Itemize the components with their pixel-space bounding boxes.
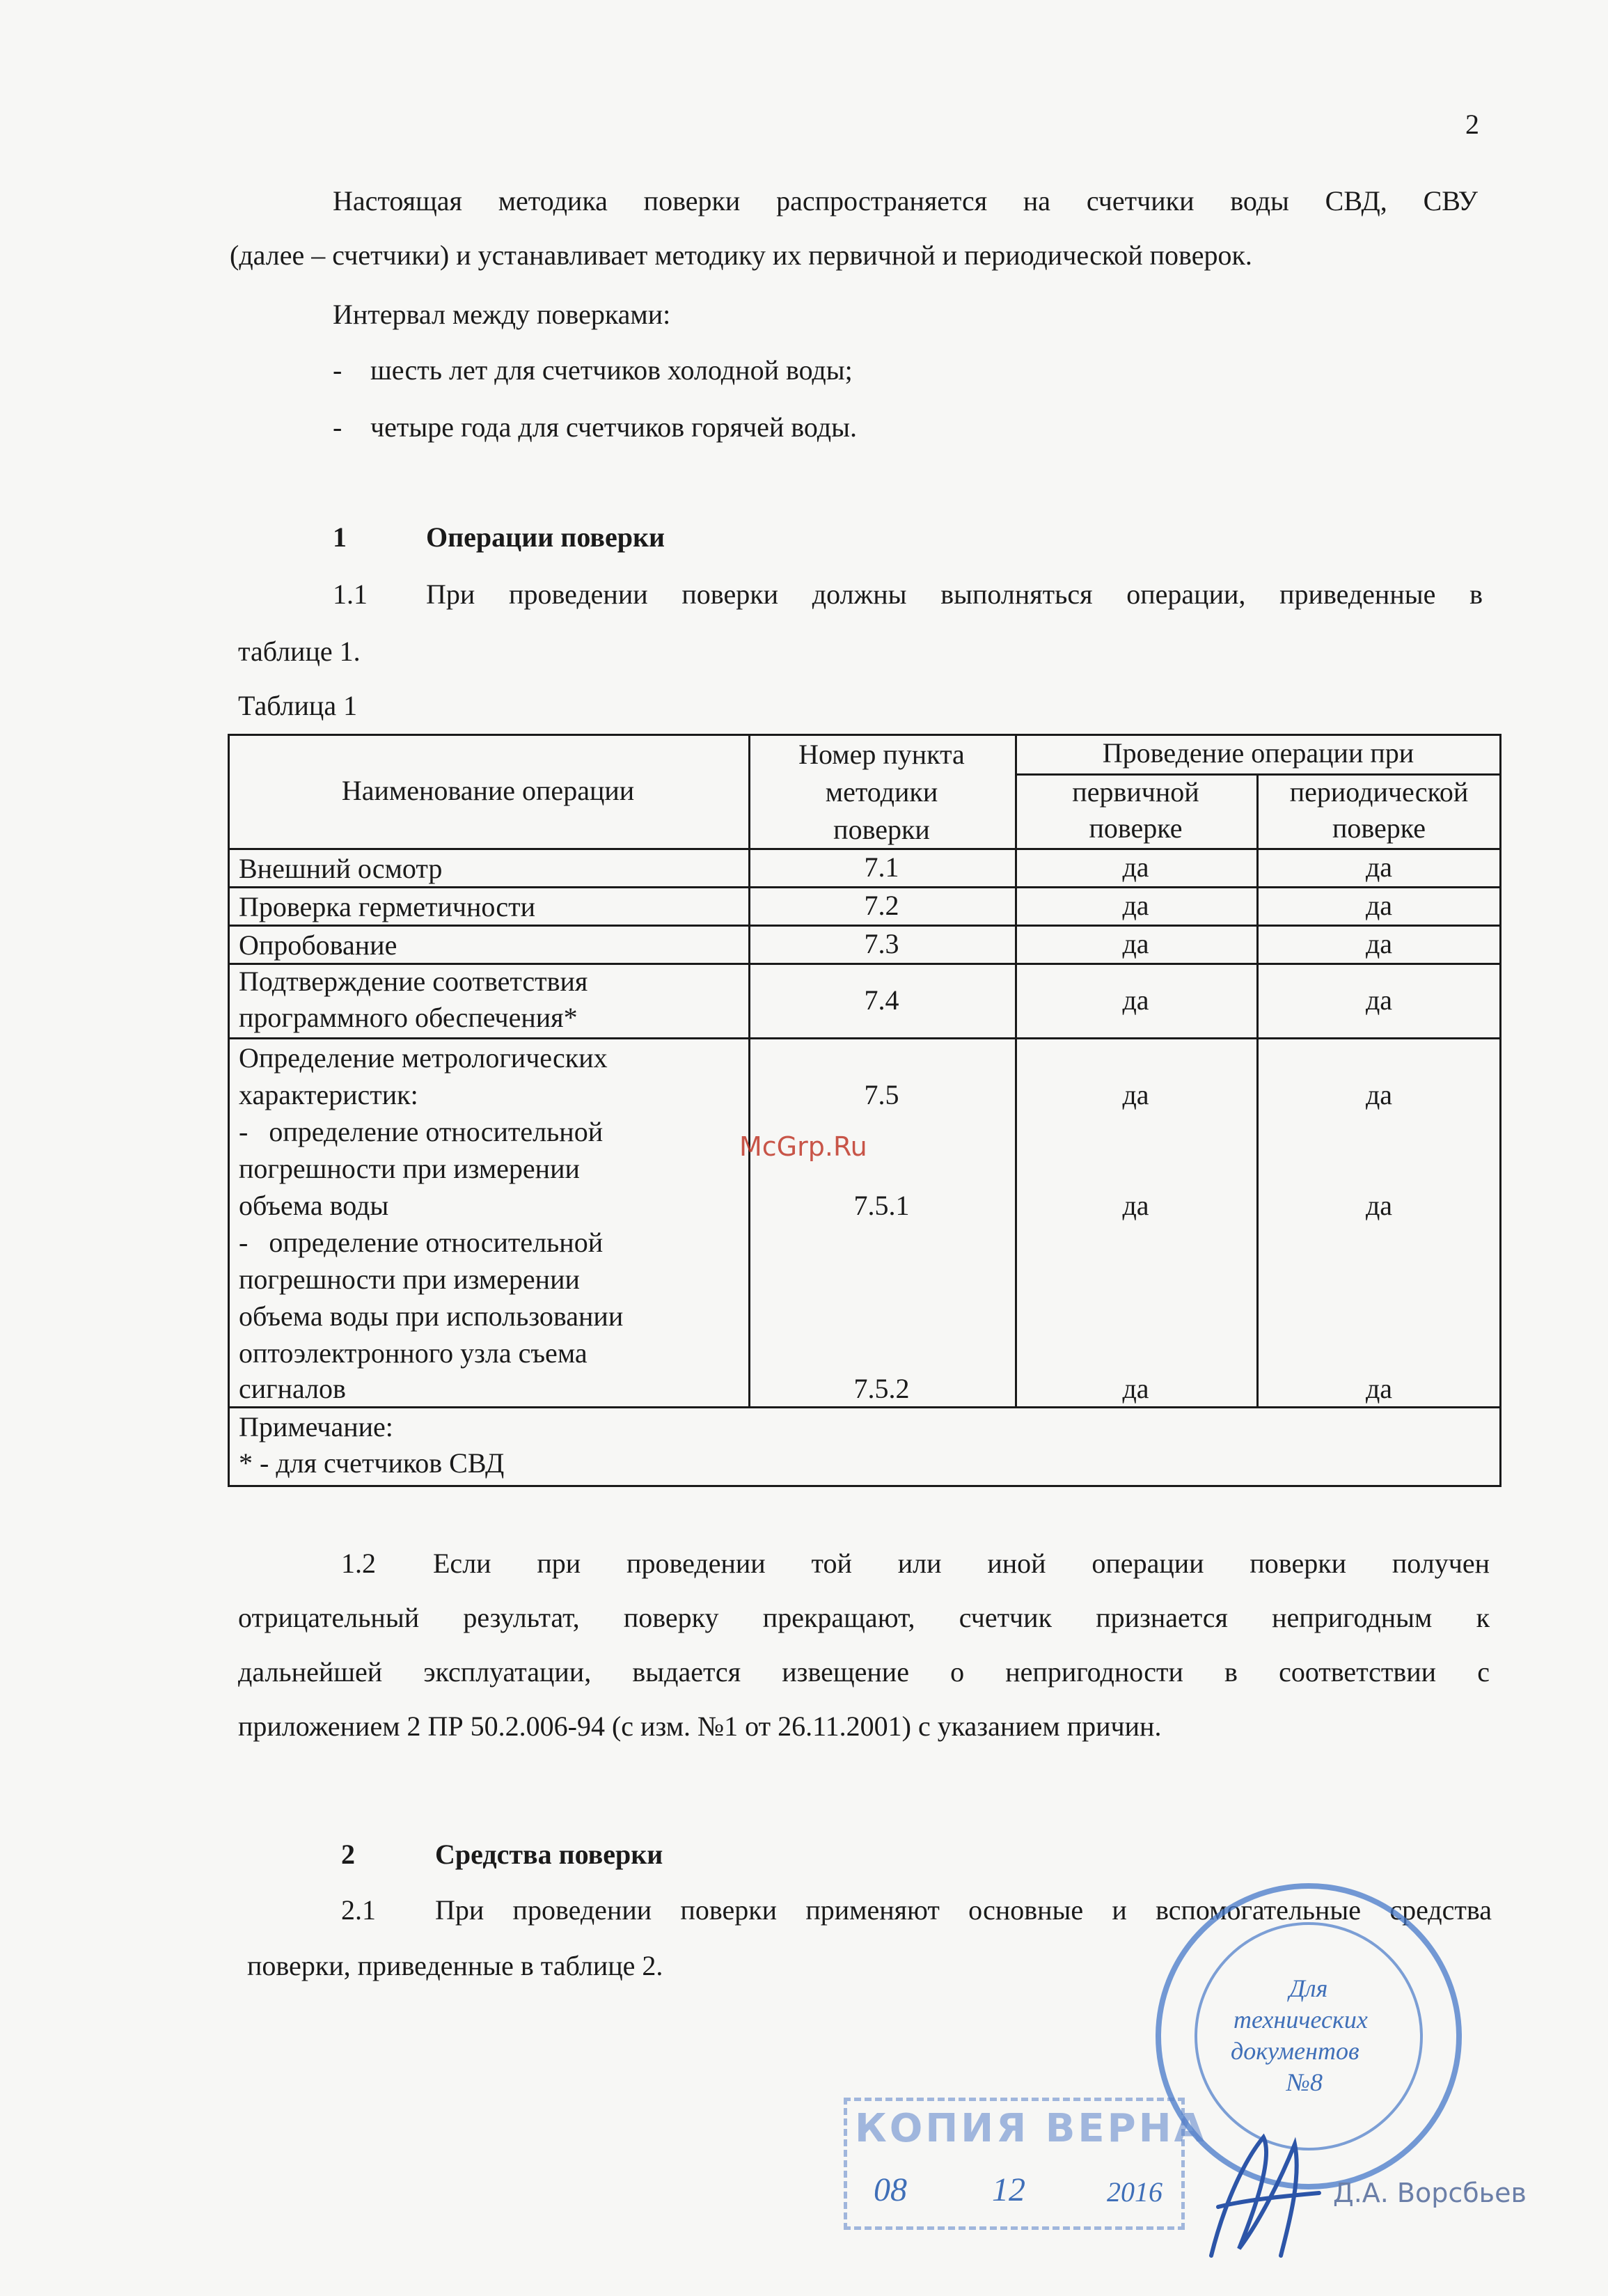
header-primary-l1: первичной xyxy=(1072,776,1199,808)
metro-clause-7-5-1: 7.5.1 xyxy=(853,1190,910,1221)
row-periodic: да xyxy=(1365,890,1393,921)
clause-1-1-line1: При проведении поверки должны выполняться операции, приведенные в xyxy=(426,579,1483,610)
clause-1-2-line1: Если при проведении той или иной операции поверки получен xyxy=(433,1548,1490,1579)
row-external-inspection: Внешний осмотр xyxy=(239,853,443,884)
clause-1-1-number: 1.1 xyxy=(333,579,368,610)
metro-line: объема воды xyxy=(239,1190,389,1221)
metro-line: сигналов xyxy=(239,1373,346,1404)
section1-title: Операции поверки xyxy=(426,521,665,553)
bullet-mark: - xyxy=(333,354,342,386)
stamp-year: 2016 xyxy=(1107,2176,1162,2208)
metro-line: Определение метрологических xyxy=(239,1042,608,1074)
metro-line: оптоэлектронного узла съема xyxy=(239,1337,588,1369)
metro-clause-7-5: 7.5 xyxy=(864,1079,899,1110)
clause-2-1-line2: поверки, приведенные в таблице 2. xyxy=(247,1950,663,1981)
stamp-text-line: №8 xyxy=(1286,2068,1323,2096)
header-clause-l3: поверки xyxy=(833,814,930,845)
section1-number: 1 xyxy=(333,521,347,553)
clause-1-2-number: 1.2 xyxy=(341,1548,376,1579)
row-primary: да xyxy=(1122,890,1149,921)
metro-primary: да xyxy=(1122,1079,1149,1110)
metro-line: погрешности при измерении xyxy=(239,1153,580,1184)
clause-2-1-line1: При проведении поверки применяют основные и вспомогательные средства xyxy=(435,1894,1492,1926)
row-clause: 7.4 xyxy=(864,984,899,1016)
signer-name: Д.А. Ворсбьев xyxy=(1333,2178,1527,2208)
operations-table xyxy=(228,734,1501,1487)
row-primary: да xyxy=(1122,984,1149,1016)
header-periodic-l1: периодической xyxy=(1289,776,1469,808)
header-primary-l2: поверке xyxy=(1089,812,1183,844)
row-primary: да xyxy=(1122,928,1149,959)
table1-caption: Таблица 1 xyxy=(238,690,358,721)
intro-paragraph-line2: (далее – счетчики) и устанавливает методику их первичной и периодической поверок. xyxy=(230,239,1252,271)
stamp-text-line: Для xyxy=(1289,1974,1328,2002)
copy-verified-text: КОПИЯ ВЕРНА xyxy=(855,2106,1207,2151)
bullet-hot-water: четыре года для счетчиков горячей воды. xyxy=(370,411,857,443)
table-note-title: Примечание: xyxy=(239,1411,393,1442)
metro-primary: да xyxy=(1122,1190,1149,1221)
bullet-mark: - xyxy=(333,411,342,443)
metro-primary: да xyxy=(1122,1373,1149,1404)
section2-number: 2 xyxy=(341,1839,355,1870)
row-primary: да xyxy=(1122,851,1149,883)
row-periodic: да xyxy=(1365,928,1393,959)
stamp-text-line: документов xyxy=(1231,2037,1359,2065)
row-clause: 7.2 xyxy=(864,890,899,921)
row-leak-test: Проверка герметичности xyxy=(239,891,536,922)
clause-1-2-line2: отрицательный результат, поверку прекращают, счетчик признается непригодным к xyxy=(238,1602,1490,1633)
row-clause: 7.1 xyxy=(864,851,899,883)
bullet-cold-water: шесть лет для счетчиков холодной воды; xyxy=(370,354,853,386)
row-software-confirmation-l1: Подтверждение соответствия xyxy=(239,966,588,997)
metro-periodic: да xyxy=(1365,1079,1393,1110)
row-periodic: да xyxy=(1365,984,1393,1016)
metro-line: погрешности при измерении xyxy=(239,1264,580,1295)
metro-line: - определение относительной xyxy=(239,1227,604,1258)
page-number: 2 xyxy=(1465,109,1479,140)
clause-1-2-line3: дальнейшей эксплуатации, выдается извещение о непригодности в соответствии с xyxy=(238,1656,1490,1688)
row-clause: 7.3 xyxy=(864,928,899,959)
header-conduct: Проведение операции при xyxy=(1102,737,1414,769)
signature xyxy=(1197,2116,1330,2270)
metro-periodic: да xyxy=(1365,1190,1393,1221)
row-software-confirmation-l2: программного обеспечения* xyxy=(239,1002,578,1033)
interval-title: Интервал между поверками: xyxy=(333,299,671,330)
header-clause-l2: методики xyxy=(825,776,938,808)
row-periodic: да xyxy=(1365,851,1393,883)
header-clause-l1: Номер пункта xyxy=(798,739,965,770)
table-note-text: * - для счетчиков СВД xyxy=(239,1447,505,1479)
site-watermark: McGrp.Ru xyxy=(739,1131,867,1162)
metro-line: характеристик: xyxy=(239,1079,418,1110)
intro-paragraph-line1: Настоящая методика поверки распространяется на счетчики воды СВД, СВУ xyxy=(333,185,1478,217)
header-periodic-l2: поверке xyxy=(1332,812,1426,844)
clause-1-2-line4: приложением 2 ПР 50.2.006-94 (с изм. №1 от 26.11.2001) с указанием причин. xyxy=(238,1711,1162,1742)
stamp-text-line: технических xyxy=(1233,2006,1368,2034)
header-operation-name: Наименование операции xyxy=(341,775,635,806)
clause-1-1-line2: таблице 1. xyxy=(238,636,361,667)
section2-title: Средства поверки xyxy=(435,1839,663,1870)
metro-clause-7-5-2: 7.5.2 xyxy=(853,1373,910,1404)
metro-line: объема воды при использовании xyxy=(239,1300,624,1332)
stamp-month: 12 xyxy=(992,2171,1025,2208)
metro-periodic: да xyxy=(1365,1373,1393,1404)
row-testing: Опробование xyxy=(239,929,397,961)
metro-line: - определение относительной xyxy=(239,1116,604,1147)
stamp-day: 08 xyxy=(874,2171,907,2208)
clause-2-1-number: 2.1 xyxy=(341,1894,376,1926)
